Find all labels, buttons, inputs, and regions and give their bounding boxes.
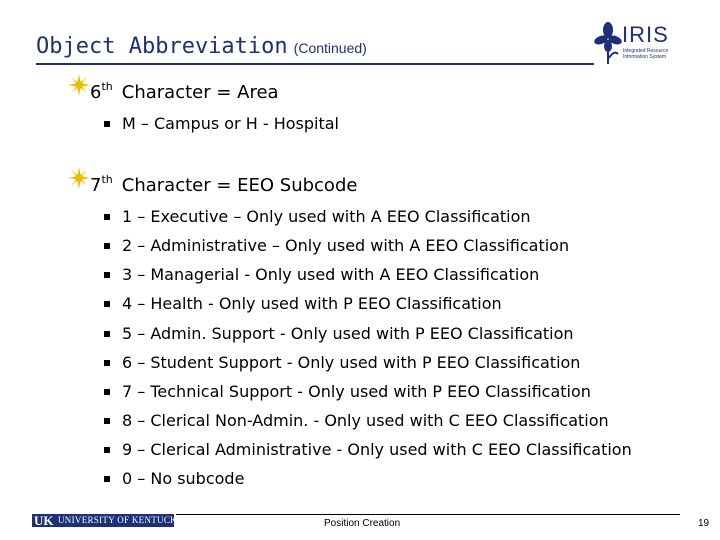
list-item-text: 9 – Clerical Administrative - Only used with C EEO Classification bbox=[122, 440, 632, 459]
heading-text: Character = EEO Subcode bbox=[121, 175, 358, 196]
square-bullet-icon bbox=[104, 121, 110, 127]
list-item-text: 3 – Managerial - Only used with A EEO Classification bbox=[122, 265, 540, 284]
heading-ordinal: 7 bbox=[90, 175, 102, 196]
list-item-text: 7 – Technical Support - Only used with P EEO Classification bbox=[122, 382, 591, 401]
square-bullet-icon bbox=[104, 418, 110, 424]
logo-tagline: Integrated Resource Information System bbox=[623, 48, 669, 60]
square-bullet-icon bbox=[104, 447, 110, 453]
star-bullet-icon bbox=[68, 74, 90, 96]
footer-title: Position Creation bbox=[324, 518, 401, 529]
section-heading-eeo bbox=[68, 175, 357, 196]
logo-text: IRIS bbox=[622, 22, 669, 47]
heading-ordinal-suffix: th bbox=[101, 173, 113, 186]
list-item bbox=[104, 469, 244, 488]
list-item-text: 2 – Administrative – Only used with A EEO Classification bbox=[122, 236, 570, 255]
square-bullet-icon bbox=[104, 476, 110, 482]
square-bullet-icon bbox=[104, 243, 110, 249]
square-bullet-icon bbox=[104, 360, 110, 366]
list-item bbox=[104, 265, 539, 284]
list-item bbox=[104, 324, 574, 343]
square-bullet-icon bbox=[104, 389, 110, 395]
list-item bbox=[104, 382, 591, 401]
heading-text: Character = Area bbox=[121, 82, 279, 103]
square-bullet-icon bbox=[104, 301, 110, 307]
list-item bbox=[104, 440, 632, 459]
slide-title bbox=[36, 34, 367, 59]
list-item-text: 4 – Health - Only used with P EEO Classification bbox=[122, 294, 502, 313]
title-underline bbox=[36, 63, 594, 65]
list-item bbox=[104, 114, 339, 133]
list-item-text: 5 – Admin. Support - Only used with P EEO Classification bbox=[122, 324, 574, 343]
square-bullet-icon bbox=[104, 272, 110, 278]
list-item-text: 0 – No subcode bbox=[122, 469, 245, 488]
list-item bbox=[104, 207, 531, 226]
list-item bbox=[104, 236, 569, 255]
footer-divider bbox=[176, 514, 680, 515]
uk-logo-mark: UK bbox=[34, 513, 54, 528]
square-bullet-icon bbox=[104, 214, 110, 220]
list-item bbox=[104, 411, 609, 430]
heading-ordinal: 6 bbox=[90, 82, 102, 103]
heading-ordinal-suffix: th bbox=[101, 80, 113, 93]
title-sub: (Continued) bbox=[293, 40, 367, 56]
list-item bbox=[104, 353, 580, 372]
list-item bbox=[104, 294, 502, 313]
title-main: Object Abbreviation bbox=[36, 34, 288, 59]
uk-logo-wordmark: UNIVERSITY OF KENTUCKY bbox=[58, 515, 184, 525]
list-item-text: M – Campus or H - Hospital bbox=[122, 114, 339, 133]
square-bullet-icon bbox=[104, 331, 110, 337]
list-item-text: 8 – Clerical Non-Admin. - Only used with C EEO Classification bbox=[122, 411, 609, 430]
list-item-text: 6 – Student Support - Only used with P EEO Classification bbox=[122, 353, 581, 372]
page-number: 19 bbox=[698, 518, 710, 529]
star-bullet-icon bbox=[68, 167, 90, 189]
section-heading-area bbox=[68, 82, 279, 103]
list-item-text: 1 – Executive – Only used with A EEO Classification bbox=[122, 207, 531, 226]
